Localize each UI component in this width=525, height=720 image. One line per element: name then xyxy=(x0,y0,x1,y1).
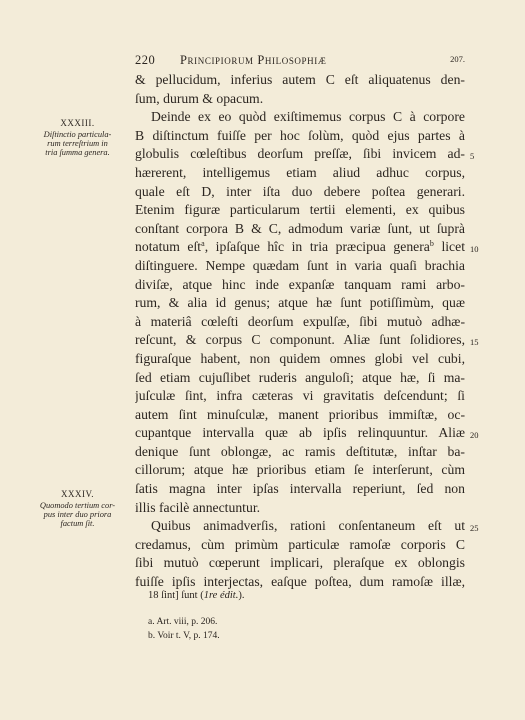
running-header xyxy=(135,53,465,69)
text-segment: notatum eſt xyxy=(135,239,202,255)
text-line: ſum, durum & opacum. xyxy=(135,90,264,106)
running-title: Principiorum Philosophiæ xyxy=(180,53,327,67)
page-reference: 207. xyxy=(450,54,465,64)
margin-note-xxxiii xyxy=(30,119,125,157)
text-line: globulis cœleſtibus deorſum preſſæ, ſibi invicem ad- xyxy=(135,146,465,162)
margin-note-number: XXXIII. xyxy=(60,118,95,128)
footnote: b. Voir t. V, p. 174. xyxy=(148,631,220,641)
text-line: reſcunt, & corpus C componunt. Aliæ ſunt ſolidiores, xyxy=(135,332,465,348)
margin-note-line: tria ſumma genera. xyxy=(45,148,110,157)
text-segment: , ipſaſque hîc in tria præcipua genera xyxy=(204,239,430,255)
text-line: hærerent, intelligemus etiam aliud adhuc corpus, xyxy=(135,164,465,180)
text-line: juſculæ ſint, infra cæteras vi gravitatis deſcendunt; ſi xyxy=(135,388,465,404)
text-line: rum, & alia id genus; atque hæ ſunt potiſſimùm, quæ xyxy=(135,295,465,311)
text-line: quale eſt D, inter iſta duo debere poſtea generari. xyxy=(135,183,465,199)
line-number: 10 xyxy=(470,244,479,254)
margin-note-line: pus inter duo priora xyxy=(43,510,112,519)
text-line: ſed etiam cujuſlibet ruderis anguloſi; atque hæ, ſi ma- xyxy=(135,369,465,385)
text-line: Quibus animadverſis, rationi conſentaneum eſt ut xyxy=(151,518,465,534)
text-line: B diſtinctum fuiſſe per hoc ſolùm, quòd ejus partes à xyxy=(135,127,465,143)
text-line: Deinde ex eo quòd exiſtimemus corpus C à corpore xyxy=(151,109,465,125)
text-line: conſtant corpora B & C, admodum variæ ſunt, ut ſuprà xyxy=(135,220,465,236)
text-line: denique ſunt oblongæ, ac ramis deſtitutæ, inſtar ba- xyxy=(135,443,465,459)
margin-note-line: factum ſit. xyxy=(60,519,95,528)
text-line: diviſæ, atque hinc inde expanſæ tanquam rami arbo- xyxy=(135,276,465,292)
margin-note-xxxiv xyxy=(30,490,125,528)
margin-note-line: Quomodo tertium cor- xyxy=(39,501,116,510)
text-line: fuiſſe ipſis interjectas, eaſque poſtea, dum ramoſæ illæ, xyxy=(135,574,465,590)
footnotes xyxy=(148,615,220,643)
apparatus-close: ). xyxy=(238,590,245,601)
text-line: credamus, cùm primùm particulæ ramoſæ corporis C xyxy=(135,536,465,552)
text-line: Etenim figuræ particularum tertii elementi, ex quibus xyxy=(135,202,465,218)
margin-note-number: XXXIV. xyxy=(60,489,95,499)
text-line: cupantque intervalla quæ ab ipſis relinquuntur. Aliæ xyxy=(135,425,465,441)
text-segment: licet xyxy=(433,239,465,255)
text-line: ſibi mutuò cœperunt implicari, pleraſque ex oblongis xyxy=(135,555,465,571)
main-text xyxy=(135,71,465,592)
footnote-ref: a xyxy=(201,239,205,249)
footnote: a. Art. viii, p. 206. xyxy=(148,617,218,627)
page-number: 220 xyxy=(135,53,156,67)
text-line: cillorum; atque hæ prioribus etiam ſe interſerunt, cùm xyxy=(135,462,465,478)
text-line: & pellucidum, inferius autem C eſt aliquatenus den- xyxy=(135,72,465,87)
line-number: 5 xyxy=(470,151,475,161)
text-line: diſtinguere. Nempe quædam ſunt in varia quaſi brachia xyxy=(135,257,465,273)
text-line: figuraſque habent, non quidem omnes globi vel cubi, xyxy=(135,350,465,366)
apparatus-edition: 1re édit. xyxy=(203,590,239,601)
line-number: 20 xyxy=(470,430,479,440)
text-line: ſatis magna inter ipſas intervalla reperiunt, ſed non xyxy=(135,481,465,497)
text-line-with-refs xyxy=(135,238,465,257)
critical-apparatus xyxy=(148,590,244,601)
margin-note-line: rum terreſtrium in xyxy=(47,139,108,148)
text-line: illis facilè annectuntur. xyxy=(135,499,261,515)
margin-note-line: Diſtinctio particula- xyxy=(43,130,112,139)
line-number: 15 xyxy=(470,337,479,347)
footnote-ref: b xyxy=(429,239,434,249)
text-line: à materiâ cœleſti deorſum expulſæ, ſibi mutuò adhæ- xyxy=(135,313,465,329)
apparatus-text: 18 ſint] ſunt ( xyxy=(148,590,204,601)
line-number: 25 xyxy=(470,523,479,533)
text-line: autem ſint minuſculæ, manent prioribus immiſtæ, oc- xyxy=(135,406,465,422)
